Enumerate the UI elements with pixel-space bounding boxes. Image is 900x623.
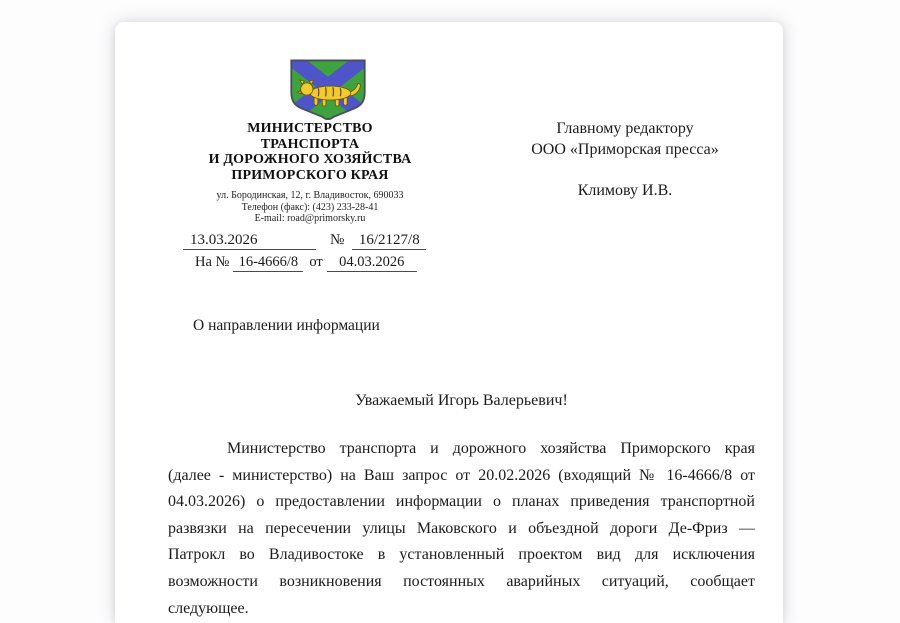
salutation: Уважаемый Игорь Валерьевич! bbox=[355, 392, 568, 409]
reference-prefix-label: На № bbox=[195, 254, 230, 270]
outgoing-number-field: 16/2127/8 bbox=[352, 232, 426, 250]
ministry-email-line: E-mail: road@primorsky.ru bbox=[254, 213, 366, 224]
letter-page bbox=[115, 22, 783, 623]
recipient-name: Климову И.В. bbox=[577, 182, 673, 199]
ministry-name bbox=[155, 121, 465, 183]
body-line: возможности возникновения постоянных аварийных ситуаций, сообщает bbox=[168, 572, 755, 590]
recipient-title: Главному редактору bbox=[556, 120, 694, 137]
ministry-contact-info bbox=[155, 190, 465, 225]
number-sign: № bbox=[330, 232, 345, 248]
ministry-name-line: ПРИМОРСКОГО КРАЯ bbox=[231, 167, 389, 183]
body-line: Патрокл во Владивостоке в установленный проектом вид для исключения bbox=[168, 546, 755, 564]
ministry-phone-line: Телефон (факс): (423) 233-28-41 bbox=[241, 201, 379, 213]
incoming-reference-row bbox=[195, 254, 417, 272]
body-paragraph bbox=[168, 436, 755, 622]
reference-date-field: 04.03.2026 bbox=[327, 254, 417, 272]
body-line: (далее - министерство) на Ваш запрос от 20.02.2026 (входящий № 16-4666/8 от bbox=[168, 466, 755, 484]
ministry-address-line: ул. Бородинская, 12, г. Владивосток, 690033 bbox=[216, 190, 404, 201]
body-line: следующее. bbox=[168, 599, 249, 617]
recipient-organization: ООО «Приморская пресса» bbox=[531, 140, 719, 158]
subject-line: О направлении информации bbox=[193, 317, 380, 334]
recipient-block bbox=[490, 119, 760, 202]
body-line: Министерство транспорта и дорожного хозяйства Приморского края bbox=[227, 440, 755, 457]
body-line: 04.03.2026) о предоставлении информации о планах приведения транспортной bbox=[168, 493, 755, 511]
ministry-name-line: И ДОРОЖНОГО ХОЗЯЙСТВА bbox=[208, 152, 412, 167]
primorsky-krai-coat-of-arms-icon bbox=[287, 58, 369, 120]
ministry-name-line: ТРАНСПОРТА bbox=[260, 136, 360, 152]
ministry-name-line: МИНИСТЕРСТВО bbox=[247, 121, 373, 136]
body-line: развязки на пересечении улицы Маковского и объездной дороги Де-Фриз — bbox=[168, 519, 755, 537]
reference-number-field: 16-4666/8 bbox=[233, 254, 303, 272]
outgoing-reference-row bbox=[183, 232, 426, 250]
outgoing-date-field: 13.03.2026 bbox=[183, 232, 316, 250]
reference-from-label: от bbox=[309, 254, 323, 270]
